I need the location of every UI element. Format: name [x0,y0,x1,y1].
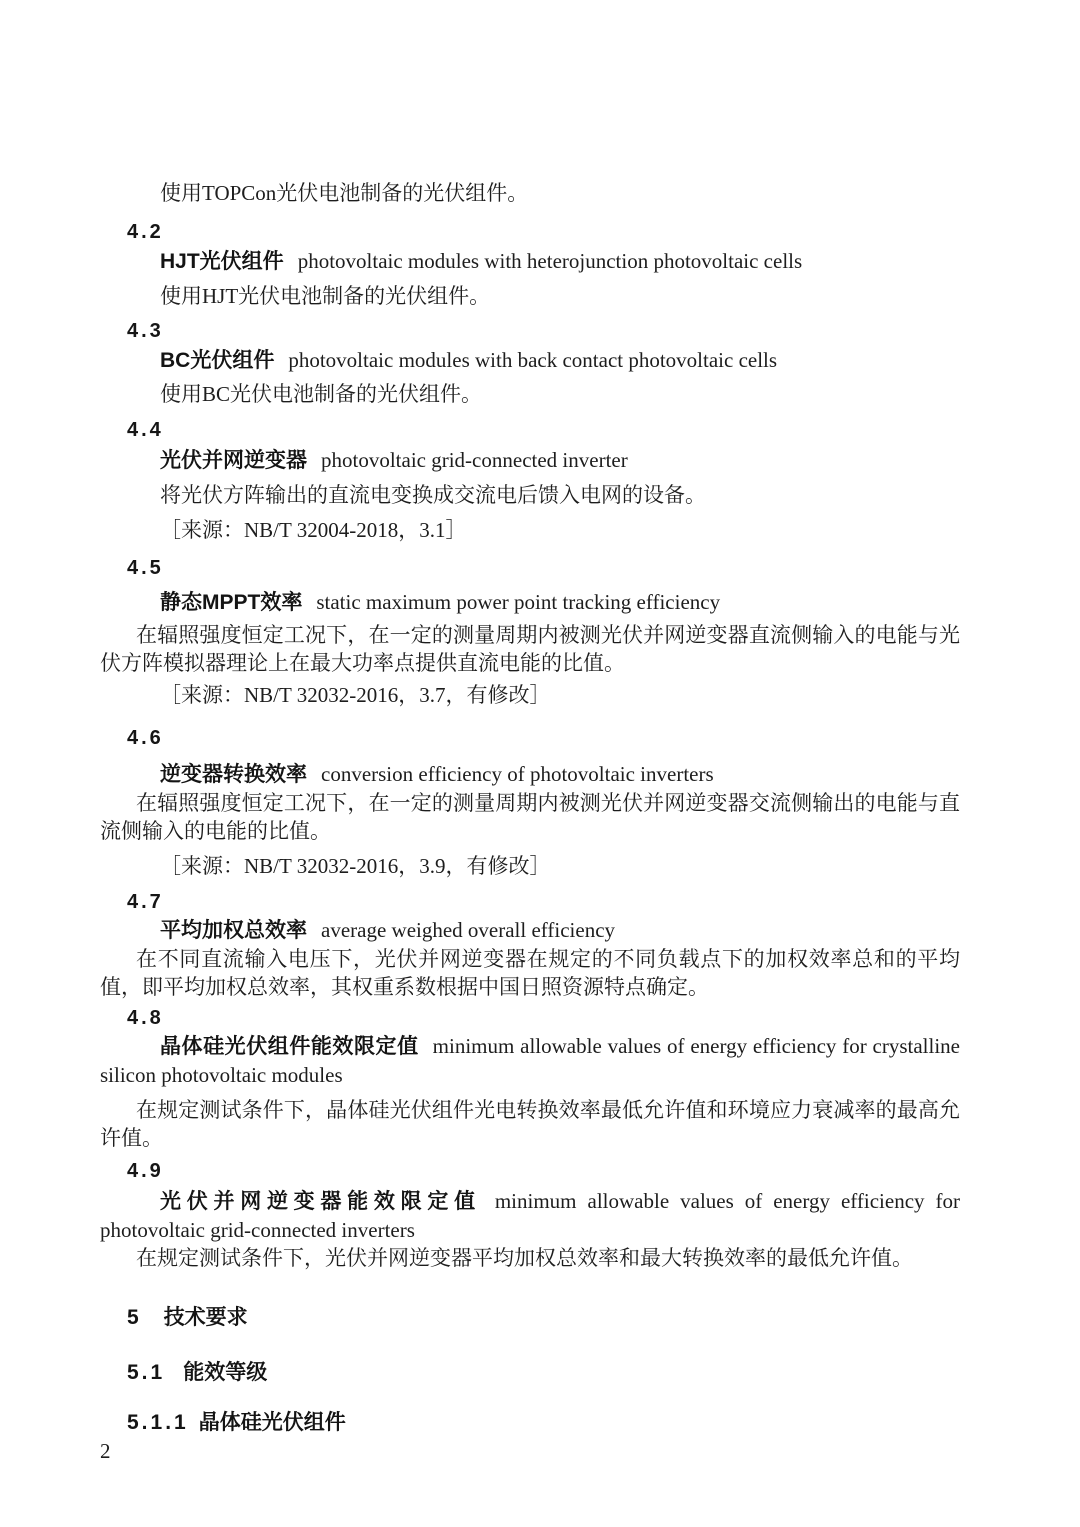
term-zh: 逆变器转换效率 [160,763,307,786]
term-line [100,346,960,375]
term-zh: 静态MPPT效率 [160,591,303,614]
clause-4-3 [100,317,960,408]
definition-paragraph: 在规定测试条件下，晶体硅光伏组件光电转换效率最低允许值和环境应力衰减率的最高允许值。 [100,1098,960,1150]
heading-number: 5.1 [127,1361,166,1384]
clause-4-6 [100,724,960,880]
definition-paragraph: 在辐照强度恒定工况下，在一定的测量周期内被测光伏并网逆变器交流侧输出的电能与直流侧输入的电能的比值。 [100,791,960,843]
term-en: static maximum power point tracking efficiency [316,590,721,614]
term-en: minimum allowable values of energy efficiency for crystalline silicon photovoltaic modules [100,1034,960,1087]
heading-number: 5.1.1 [127,1411,189,1434]
clause-number: 4.3 [127,320,164,342]
heading-title: 晶体硅光伏组件 [198,1411,346,1434]
term-en: photovoltaic grid-connected inverter [321,448,628,472]
clause-4-4 [100,416,960,544]
source-line: ［来源：NB/T 32004-2018，3.1］ [160,518,467,542]
section-heading-5-1 [100,1359,960,1387]
clause-number: 4.2 [127,221,164,243]
clause-4-7 [100,888,960,1001]
term-line [100,760,960,789]
definition-paragraph: 将光伏方阵输出的直流电变换成交流电后馈入电网的设备。 [160,483,706,507]
term-line [100,588,960,617]
clause-number: 4.8 [127,1007,164,1029]
clause-number: 4.4 [127,419,164,441]
term-line [100,916,960,945]
heading-title: 能效等级 [183,1361,268,1384]
heading-number: 5 [127,1306,142,1329]
term-line [100,446,960,475]
definition-paragraph: 在规定测试条件下，光伏并网逆变器平均加权总效率和最大转换效率的最低允许值。 [136,1246,913,1270]
definition-paragraph: 使用BC光伏电池制备的光伏组件。 [160,382,483,406]
source-line: ［来源：NB/T 32032-2016，3.7，有修改］ [160,683,551,707]
clause-4-5 [100,554,960,709]
term-zh: 晶体硅光伏组件能效限定值 [160,1035,419,1058]
term-en: photovoltaic modules with back contact photovoltaic cells [288,348,778,372]
term-en: photovoltaic modules with heterojunction photovoltaic cells [297,249,803,273]
definition-paragraph: 在不同直流输入电压下，光伏并网逆变器在规定的不同负载点下的加权效率总和的平均值，即平均加权总效率，其权重系数根据中国日照资源特点确定。 [100,947,960,999]
clause-number: 4.7 [127,891,164,913]
term-line [100,247,960,276]
definition-paragraph: 在辐照强度恒定工况下，在一定的测量周期内被测光伏并网逆变器直流侧输入的电能与光伏方阵模拟器理论上在最大功率点提供直流电能的比值。 [100,623,960,675]
term-zh: 光伏并网逆变器能效限定值 [160,1190,481,1213]
term-en: average weighed overall efficiency [321,918,616,942]
clause-number: 4.9 [127,1160,164,1182]
section-heading-5 [100,1304,960,1332]
term-line [100,1187,960,1244]
clause-4-9 [100,1157,960,1272]
clause-number: 4.6 [127,727,164,749]
term-zh: BC光伏组件 [160,349,275,372]
term-zh: 平均加权总效率 [160,919,307,942]
term-zh: HJT光伏组件 [160,250,284,273]
section-heading-5-1-1 [100,1409,960,1437]
lead-definition: 使用TOPCon光伏电池制备的光伏组件。 [160,181,529,205]
page-number: 2 [100,1439,111,1463]
term-en: conversion efficiency of photovoltaic inverters [321,762,714,786]
term-line [100,1032,960,1089]
definition-paragraph: 使用HJT光伏电池制备的光伏组件。 [160,284,491,308]
clause-4-2 [100,218,960,310]
term-en: minimum allowable values of energy efficiency for photovoltaic grid-connected inverters [100,1189,961,1242]
clause-4-8 [100,1004,960,1152]
source-line: ［来源：NB/T 32032-2016，3.9，有修改］ [160,854,551,878]
clause-number: 4.5 [127,557,164,579]
heading-title: 技术要求 [163,1306,248,1329]
term-zh: 光伏并网逆变器 [160,449,307,472]
